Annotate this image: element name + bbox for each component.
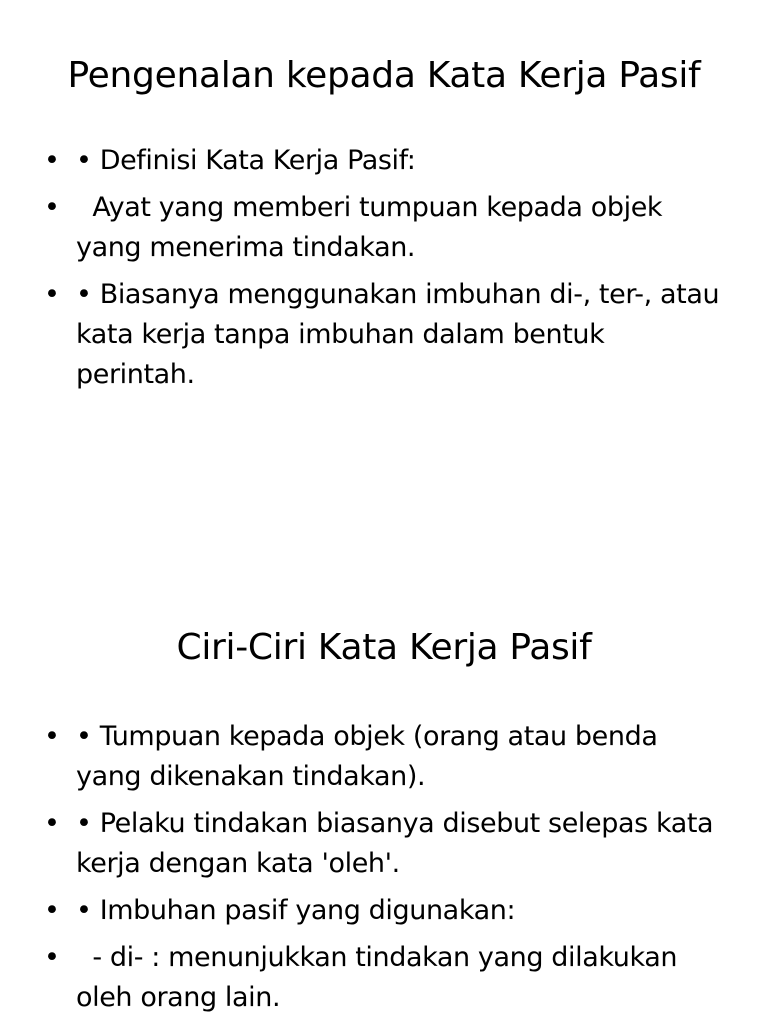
bullet-text: Ayat yang memberi tumpuan kepada objek yang menerima tindakan. (76, 192, 671, 263)
bullet-icon: • (44, 279, 60, 310)
slide-2 (0, 512, 768, 1024)
bullet-item (0, 188, 768, 268)
bullet-item (0, 275, 768, 395)
bullet-text: • Tumpuan kepada objek (orang atau benda yang dikenakan tindakan). (76, 721, 666, 792)
bullet-text: • Imbuhan pasif yang digunakan: (76, 895, 516, 926)
bullet-icon: • (44, 721, 60, 752)
bullet-text: • Pelaku tindakan biasanya disebut selepas kata kerja dengan kata 'oleh'. (76, 808, 722, 879)
bullet-icon: • (44, 145, 60, 176)
bullet-list (0, 141, 768, 402)
slide-title: Ciri-Ciri Kata Kerja Pasif (176, 627, 592, 668)
bullet-item (0, 141, 768, 181)
bullet-item (0, 938, 768, 1018)
bullet-text: • Biasanya menggunakan imbuhan di-, ter-, atau kata kerja tanpa imbuhan dalam bentuk perintah. (76, 279, 728, 390)
bullet-icon: • (44, 942, 60, 973)
bullet-text: • Definisi Kata Kerja Pasif: (76, 145, 416, 176)
bullet-icon: • (44, 808, 60, 839)
bullet-item (0, 717, 768, 797)
bullet-icon: • (44, 895, 60, 926)
bullet-item (0, 804, 768, 884)
bullet-list (0, 717, 768, 1024)
bullet-item (0, 891, 768, 931)
bullet-icon: • (44, 192, 60, 223)
bullet-text: - di- : menunjukkan tindakan yang dilakukan oleh orang lain. (76, 942, 686, 1013)
slide-title: Pengenalan kepada Kata Kerja Pasif (67, 55, 701, 96)
